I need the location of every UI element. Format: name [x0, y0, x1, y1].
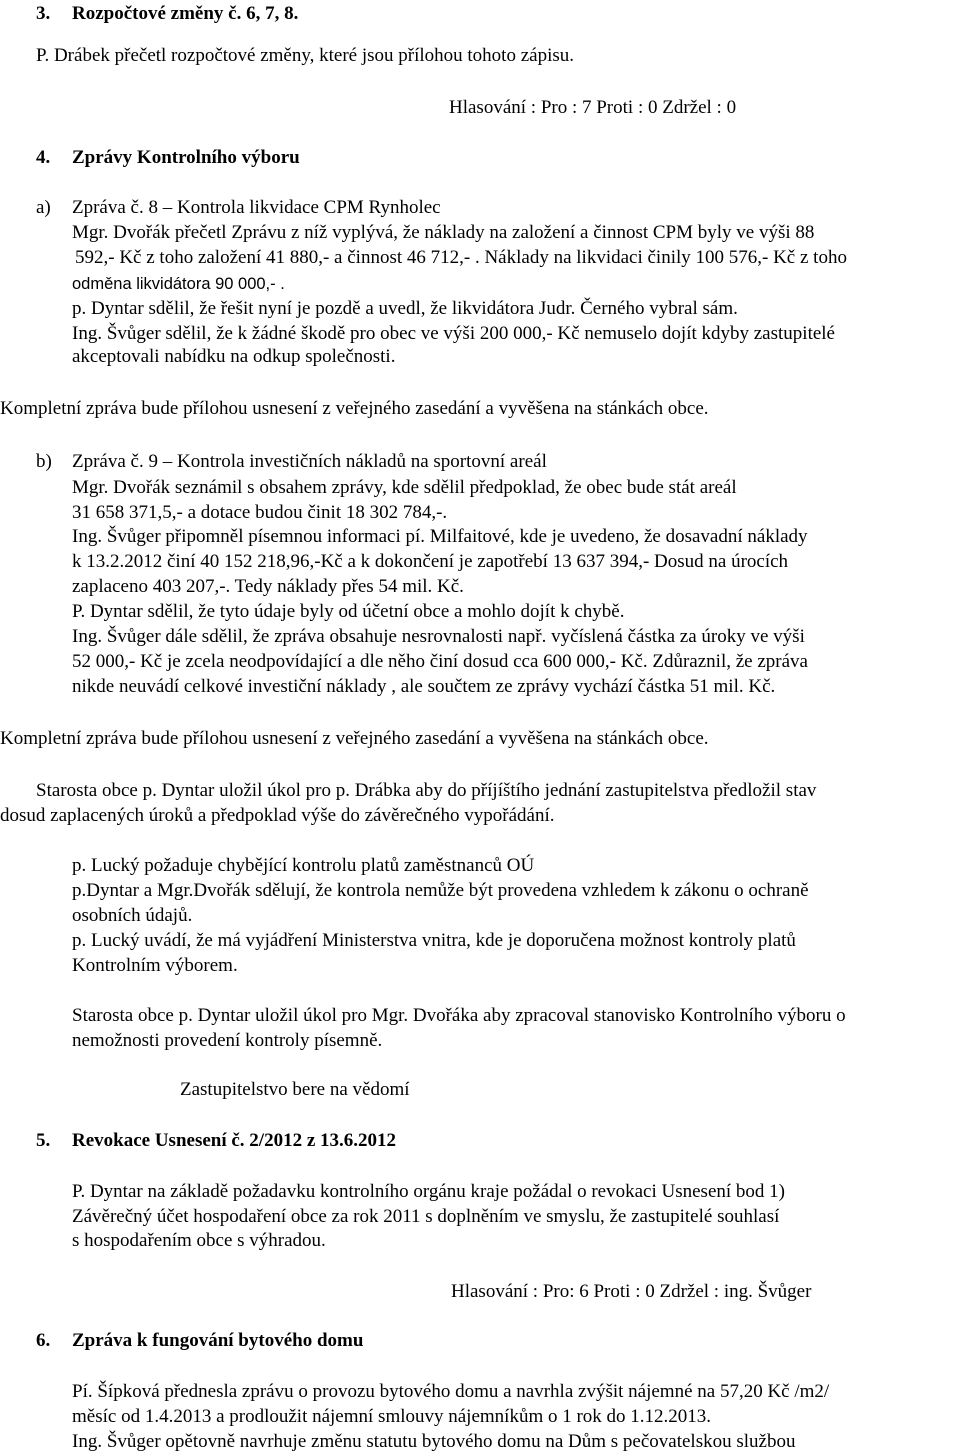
report-b-line: Ing. Švůger připomněl písemnou informaci pí. Milfaitové, kde je uvedeno, že dosavadní náklady: [72, 526, 808, 547]
task-line: dosud zaplacených úroků a předpoklad výše do závěrečného vypořádání.: [0, 805, 555, 826]
report-b-line: P. Dyntar sdělil, že tyto údaje byly od účetní obce a mohlo dojít k chybě.: [72, 601, 625, 622]
section-5-line: s hospodařením obce s výhradou.: [72, 1230, 326, 1251]
subsection-b-label: b): [36, 451, 52, 472]
section-4-number: 4.: [36, 147, 51, 168]
report-a-line: p. Dyntar sdělil, že řešit nyní je pozdě a uvedl, že likvidátora Judr. Černého vybral sám.: [72, 298, 738, 319]
report-b-line: zaplaceno 403 207,-. Tedy náklady přes 54 mil. Kč.: [72, 576, 464, 597]
report-b-line: 31 658 371,5,- a dotace budou činit 18 302 784,-.: [72, 502, 448, 523]
section-3-vote: Hlasování : Pro : 7 Proti : 0 Zdržel : 0: [449, 97, 737, 118]
payroll-line: p.Dyntar a Mgr.Dvořák sdělují, že kontrola nemůže být provedena vzhledem k zákonu o ochraně: [72, 880, 809, 901]
report-b-line: k 13.2.2012 činí 40 152 218,96,-Kč a k dokončení je zapotřebí 13 637 394,- Dosud na úrocích: [72, 551, 789, 572]
section-3-heading: Rozpočtové změny č. 6, 7, 8.: [72, 3, 299, 24]
payroll-line: p. Lucký uvádí, že má vyjádření Ministerstva vnitra, kde je doporučena možnost kontroly platů: [72, 930, 796, 951]
report-b-line: Mgr. Dvořák seznámil s obsahem zprávy, kde sdělil předpoklad, že obec bude stát areál: [72, 477, 737, 498]
section-5-number: 5.: [36, 1130, 51, 1151]
subsection-a-label: a): [36, 197, 51, 218]
task-line: nemožnosti provedení kontroly písemně.: [72, 1030, 383, 1051]
task-line: Starosta obce p. Dyntar uložil úkol pro p. Drábka aby do příjíštího jednání zastupitelstva předložil stav: [36, 780, 817, 801]
subsection-b-title: Zpráva č. 9 – Kontrola investičních nákladů na sportovní areál: [72, 451, 547, 472]
report-a-line: 592,- Kč z toho založení 41 880,- a činnost 46 712,- . Náklady na likvidaci činily 100 576,- Kč z toho: [75, 247, 847, 268]
report-a-line: Ing. Švůger sdělil, že k žádné škodě pro obec ve výši 200 000,- Kč nemuselo dojít kdyby zastupitelé: [72, 323, 835, 344]
payroll-line: Kontrolním výborem.: [72, 955, 238, 976]
payroll-line: p. Lucký požaduje chybějící kontrolu platů zaměstnanců OÚ: [72, 855, 535, 876]
section-3-text: P. Drábek přečetl rozpočtové změny, které jsou přílohou tohoto zápisu.: [36, 45, 575, 66]
section-6-heading: Zpráva k fungování bytového domu: [72, 1330, 364, 1351]
section-5-line: P. Dyntar na základě požadavku kontrolního orgánu kraje požádal o revokaci Usnesení bod 1): [72, 1181, 785, 1202]
section-6-line: měsíc od 1.4.2013 a prodloužit nájemní smlouvy nájemníkům o 1 rok do 1.12.2013.: [72, 1406, 712, 1427]
section-6-line: Ing. Švůger opětovně navrhuje změnu statutu bytového domu na Dům s pečovatelskou službou: [72, 1431, 796, 1452]
full-report-note-b: Kompletní zpráva bude přílohou usnesení z veřejného zasedání a vyvěšena na stánkách obce.: [0, 728, 709, 749]
section-5-line: Závěrečný účet hospodaření obce za rok 2011 s doplněním ve smyslu, že zastupitelé souhlasí: [72, 1206, 780, 1227]
report-b-line: nikde neuvádí celkové investiční náklady , ale součtem ze zprávy vychází částka 51 mil. Kč.: [72, 676, 776, 697]
council-noted: Zastupitelstvo bere na vědomí: [180, 1079, 410, 1100]
report-a-line: Mgr. Dvořák přečetl Zprávu z níž vyplývá, že náklady na založení a činnost CPM byly ve výši 88: [72, 222, 815, 243]
section-4-heading: Zprávy Kontrolního výboru: [72, 147, 300, 168]
report-b-line: Ing. Švůger dále sdělil, že zpráva obsahuje nesrovnalosti např. vyčíslená částka za úroky ve výši: [72, 626, 805, 647]
report-a-line: odměna likvidátora 90 000,- .: [72, 275, 285, 293]
section-6-number: 6.: [36, 1330, 51, 1351]
section-6-line: Pí. Šípková přednesla zprávu o provozu bytového domu a navrhla zvýšit nájemné na 57,20 Kč /m2/: [72, 1381, 830, 1402]
section-3-number: 3.: [36, 3, 51, 24]
report-a-line: akceptovali nabídku na odkup společnosti.: [72, 346, 396, 367]
subsection-a-title: Zpráva č. 8 – Kontrola likvidace CPM Rynholec: [72, 197, 441, 218]
task-line: Starosta obce p. Dyntar uložil úkol pro Mgr. Dvořáka aby zpracoval stanovisko Kontrolního výboru o: [72, 1005, 846, 1026]
section-5-vote: Hlasování : Pro: 6 Proti : 0 Zdržel : ing. Švůger: [451, 1281, 812, 1302]
payroll-line: osobních údajů.: [72, 905, 193, 926]
report-b-line: 52 000,- Kč je zcela neodpovídající a dle něho činí dosud cca 600 000,- Kč. Zdůraznil, že zpráva: [72, 651, 808, 672]
section-5-heading: Revokace Usnesení č. 2/2012 z 13.6.2012: [72, 1130, 397, 1151]
full-report-note-a: Kompletní zpráva bude přílohou usnesení z veřejného zasedání a vyvěšena na stánkách obce.: [0, 398, 709, 419]
